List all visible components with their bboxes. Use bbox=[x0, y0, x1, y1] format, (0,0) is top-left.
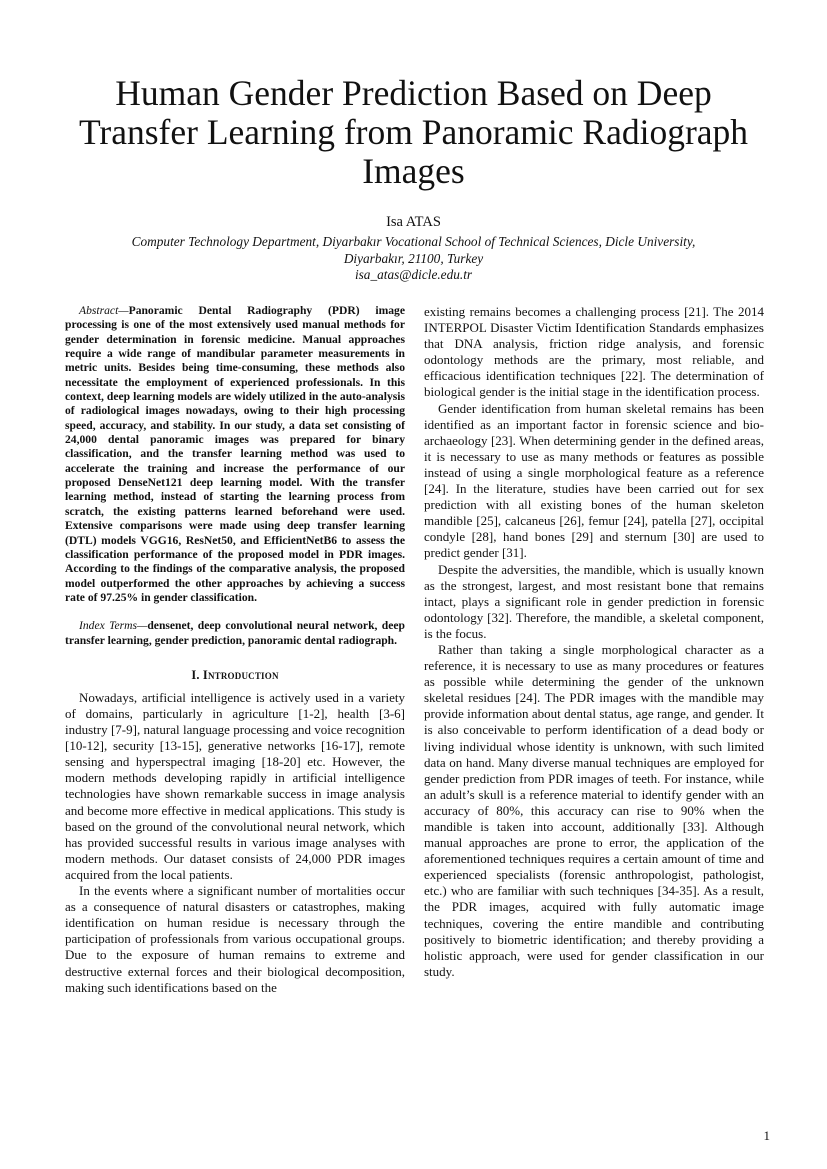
paper-title: Human Gender Prediction Based on Deep Transfer Learning from Panoramic Radiograph Images bbox=[78, 73, 749, 191]
abstract-label: Abstract— bbox=[79, 304, 129, 317]
section-heading-introduction: I. Introduction bbox=[191, 667, 279, 682]
right-column bbox=[424, 304, 764, 980]
abstract-text: Panoramic Dental Radiography (PDR) image processing is one of the most extensively used manual methods for gender determination in forensic medicine. Manual approaches require a wide range of mandibular parameter measurements in metric units. Besides being time-consuming, these methods also necessitate the employment of experienced professionals. In this context, deep learning models are widely utilized in the auto-analysis of radiological images nowadays, owing to their high processing speed, accuracy, and stability. In our study, a data set consisting of 24,000 dental panoramic images was prepared for binary classification, and the transfer learning method was used to accelerate the training and increase the performance of our proposed DenseNet121 deep learning model. With the transfer learning method, instead of starting the learning process from scratch, the existing patterns learned beforehand were used. Extensive comparisons were made using deep transfer learning (DTL) models VGG16, ResNet50, and EfficientNetB6 to assess the classification performance of the proposed model in PDR images. According to the findings of the comparative analysis, the proposed model outperformed the other approaches by achieving a success rate of 97.25% in gender classification. bbox=[65, 304, 405, 604]
body-paragraph: Rather than taking a single morphological character as a reference, it is necessary to use as many procedures or features as possible while determining the gender of the unknown skeletal residues [24]. The PDR images with the mandible may provide information about dental status, age range, and gender. It is also conceivable to perform identification of a dead body or living individual whose identity is unknown, with such limited data on hand. Many diverse manual techniques are employed for gender prediction from PDR images of teeth. For instance, while an adult’s skull is a reference material to identify gender with an accuracy of 80%, this accuracy can rise to 90% when the mandible is taken into account, additionally [33]. Although manual approaches are prone to error, the application of the aforementioned techniques requires a certain amount of time and experienced specialists (forensic anthropologist, pathologist, etc.) who are familiar with such techniques [34-35]. As a result, the PDR images, acquired with fully automatic image techniques, covering the entire mandible and contributing positively to biometric identification; and thereby providing a holistic approach, were used for gender classification in our study. bbox=[424, 641, 764, 979]
index-terms-label: Index Terms— bbox=[79, 619, 148, 633]
body-paragraph: In the events where a significant number of mortalities occur as a consequence of natural disasters or catastrophes, making identification on human residue is necessary through the participation of professionals from various occupational groups. Due to the exposure of human remains to extreme and destructive external forces and their biological decomposition, making such identifications based on the bbox=[65, 883, 405, 995]
affiliation-line: Diyarbakır, 21100, Turkey bbox=[343, 250, 484, 266]
body-paragraph: existing remains becomes a challenging process [21]. The 2014 INTERPOL Disaster Victim Identification Standards emphasizes that DNA analysis, friction ridge analysis, and forensic odontology methods are the primary, most reliable, and efficacious identification techniques [22]. The determination of biological gender is the initial stage in the identification process. bbox=[424, 304, 764, 400]
body-paragraph: Gender identification from human skeletal remains has been identified as an important factor in forensic science and bio-archaeology [23]. When determining gender in the defined areas, it is necessary to use as many methods or features as possible instead of using a single morphological feature as a reference [24]. In the literature, studies have been carried out for sex prediction with all existing bones of the human skeleton mandible [25], calcaneus [26], femur [24], patella [27], occipital condyle [28], hand bones [29] and sternum [30] are used to predict gender [31]. bbox=[424, 400, 764, 561]
page-number: 1 bbox=[763, 1128, 770, 1143]
author-email: isa_atas@dicle.edu.tr bbox=[354, 267, 473, 282]
abstract bbox=[65, 304, 405, 605]
body-paragraph: Nowadays, artificial intelligence is actively used in a variety of domains, particularly in agriculture [1-2], health [3-6] industry [7-9], natural language processing and voice recognition [10-12], security [13-15], generative networks [16-17], remote sensing and hyperspectral imaging [18-20] etc. However, the modern methods developing rapidly in artificial intelligence technologies have shown remarkable success in image analysis and become more effective in medical applications. This study is based on the ground of the convolutional neural network, which has provided successful results in various image analyses with modern methods. Our dataset consists of 24,000 PDR images acquired from the local patients. bbox=[65, 689, 405, 882]
affiliation-line: Computer Technology Department, Diyarbakır Vocational School of Technical Sciences, Dicle University, bbox=[131, 234, 696, 249]
left-column bbox=[65, 304, 405, 996]
index-terms bbox=[65, 619, 405, 648]
author-name: Isa ATAS bbox=[386, 214, 441, 230]
index-terms-text: densenet, deep convolutional neural network, deep transfer learning, gender prediction, panoramic dental radiograph. bbox=[65, 619, 405, 647]
author-affiliation bbox=[60, 234, 767, 284]
body-paragraph: Despite the adversities, the mandible, which is usually known as the strongest, largest, and most resistant bone that remains intact, plays a significant role in gender prediction in forensic odontology [32]. Therefore, the mandible, a skeletal component, is the focus. bbox=[424, 561, 764, 641]
